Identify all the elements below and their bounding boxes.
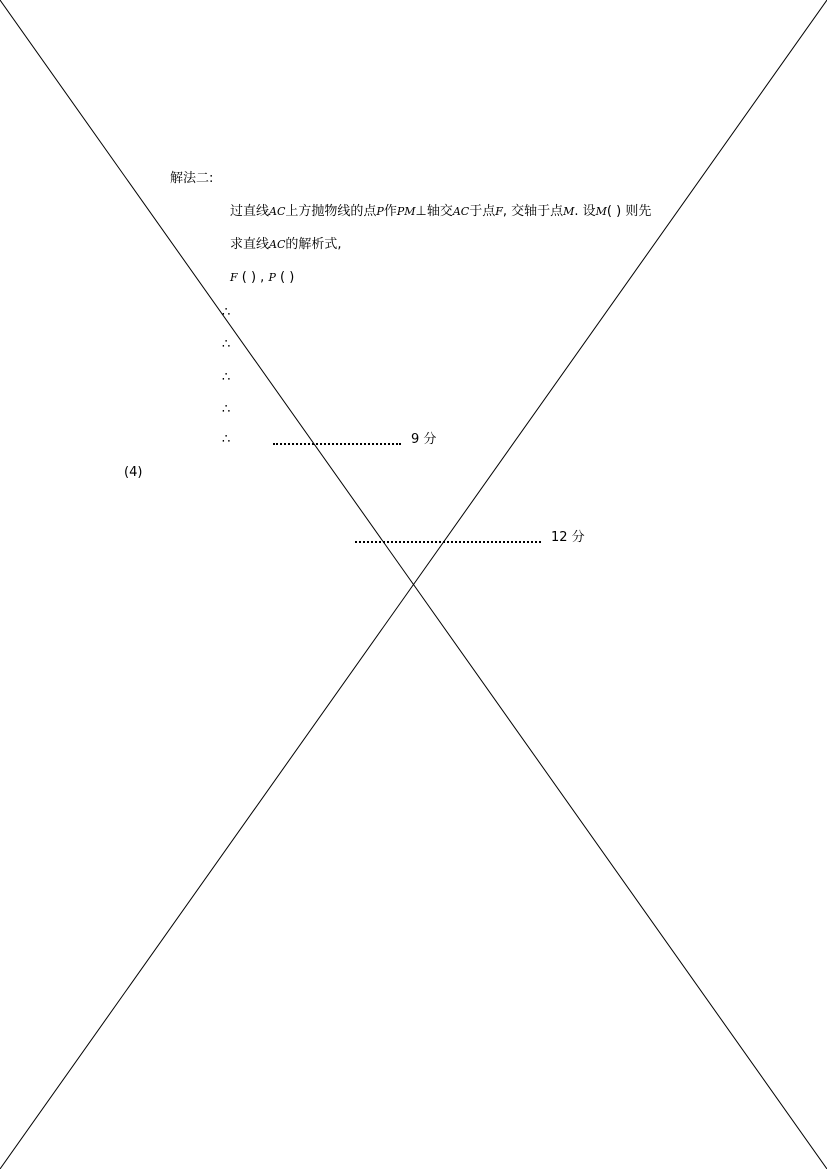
math-pm: PM [396,205,416,218]
score-9-label: 9 分 [411,432,437,447]
math-p: P [376,205,384,218]
score-12-row [355,530,585,546]
dotted-leader [355,533,541,543]
text: 上方抛物线的点 [285,204,377,219]
dotted-leader [273,435,401,445]
text: . 设 [574,204,596,219]
solution-heading: 解法二: [170,171,214,186]
math-f: F [230,271,238,284]
text: 过直线 [230,204,270,219]
text: ( ) , [237,270,269,285]
text: ( ) [275,270,295,285]
math-ac: AC [452,205,470,218]
text: 作 [383,204,397,219]
therefore-symbol: ∴ [222,402,231,417]
solution-line-1 [230,204,651,220]
score-9-row [273,432,436,448]
part-4-label: (4) [124,465,143,480]
text: 于点 [469,204,496,219]
therefore-symbol: ∴ [222,305,231,320]
therefore-symbol: ∴ [222,370,231,385]
text: ⊥轴交 [415,204,453,219]
math-f: F [495,205,503,218]
solution-line-2 [230,237,342,253]
therefore-symbol: ∴ [222,432,231,447]
math-m: M [595,205,607,218]
math-ac: AC [269,238,286,251]
text: ( ) 则先 [606,204,652,219]
text: , 交轴于点 [502,204,564,219]
math-m: M [563,205,575,218]
text: 求直线 [230,237,270,252]
score-12-label: 12 分 [551,530,585,545]
solution-line-3 [230,270,294,286]
text: 的解析式, [285,237,342,252]
math-ac: AC [269,205,286,218]
math-p: P [268,271,276,284]
therefore-symbol: ∴ [222,337,231,352]
